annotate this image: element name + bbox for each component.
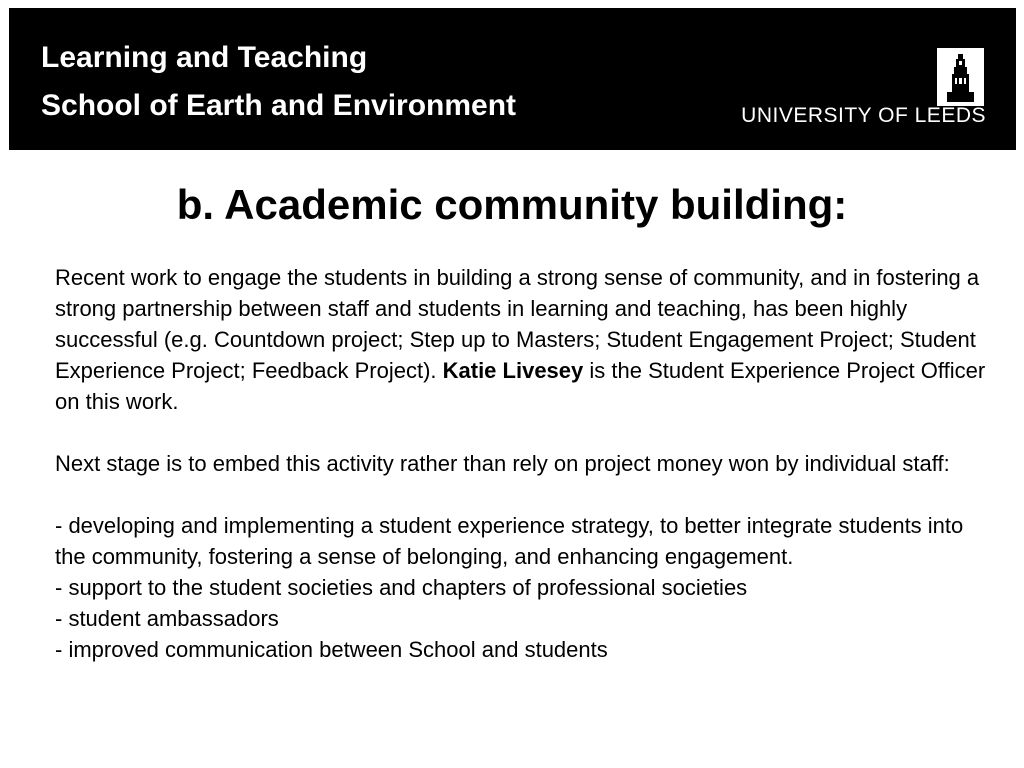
spacer xyxy=(55,417,990,448)
list-item: - developing and implementing a student experience strategy, to better integrate students into the community, fostering a sense of belonging, and enhancing engagement. xyxy=(55,513,964,569)
university-logo-text: UNIVERSITY OF LEEDS xyxy=(741,104,986,127)
paragraph-intro-text: Recent work to engage the students in building a strong sense of community, and in fostering a strong partnership between staff and students in learning and teaching, has been highly successful (e.g. Countdown project; Step up to Masters; Student Engagement Project; Student Experience Project; Feedback Project). xyxy=(55,265,980,383)
list-item: - improved communication between School and students xyxy=(55,637,608,662)
paragraph-intro xyxy=(55,262,990,417)
slide-body xyxy=(55,262,990,665)
officer-name: Katie Livesey xyxy=(442,358,584,383)
header-banner xyxy=(9,8,1016,150)
university-tower-icon xyxy=(937,48,984,106)
spacer xyxy=(55,479,990,510)
paragraph-intro-tail: is the Student Experience Project Officer on this work. xyxy=(55,358,986,414)
slide-title: b. Academic community building: xyxy=(176,181,848,228)
list-item: - student ambassadors xyxy=(55,606,279,631)
list-item: - support to the student societies and chapters of professional societies xyxy=(55,575,748,600)
paragraph-next-stage: Next stage is to embed this activity rather than rely on project money won by individual staff: xyxy=(55,451,950,476)
header-subtitle: School of Earth and Environment xyxy=(41,89,517,122)
header-title: Learning and Teaching xyxy=(41,41,368,74)
